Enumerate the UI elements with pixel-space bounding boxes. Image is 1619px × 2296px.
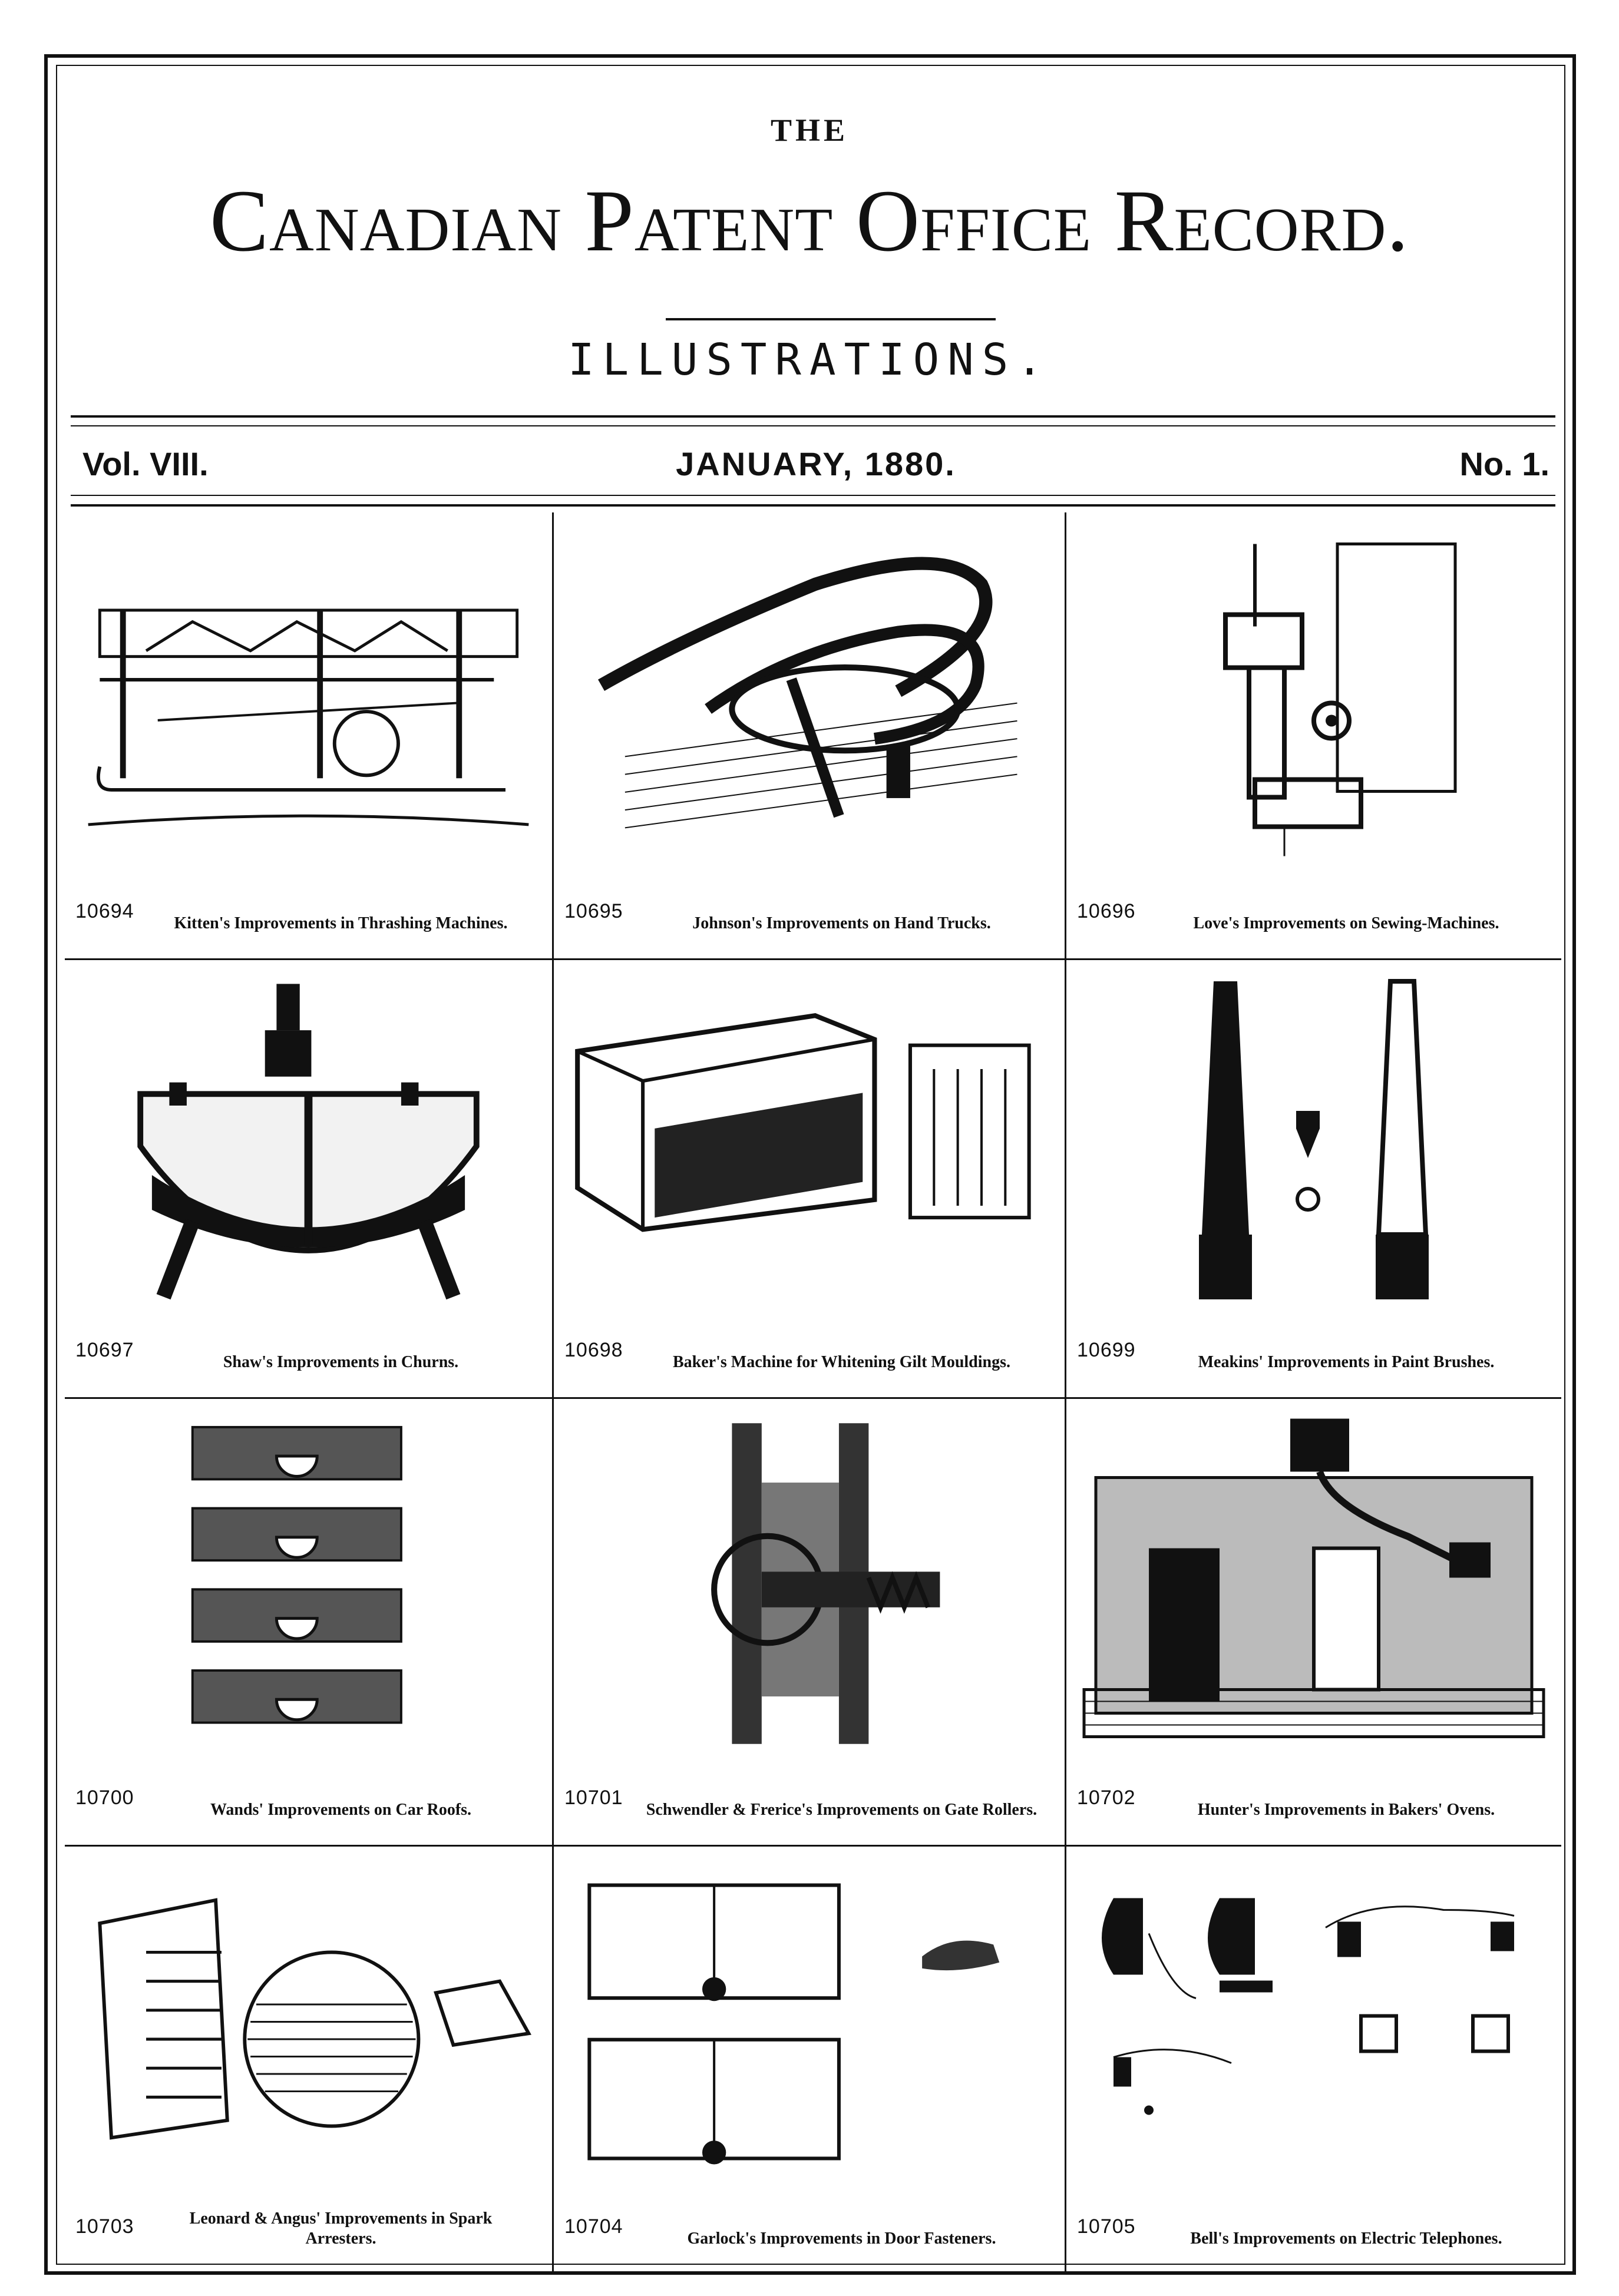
sewing-machine-illustration (1078, 524, 1549, 870)
entry-cell-10704 (554, 1847, 1066, 2274)
entry-cell-10701 (554, 1399, 1066, 1847)
churn-illustration (77, 972, 540, 1309)
whitening-machine-illustration (566, 972, 1053, 1309)
hand-truck-illustration (566, 524, 1053, 870)
patent-number: 10696 (1077, 900, 1136, 922)
patent-number: 10701 (564, 1786, 623, 1809)
patent-caption: Love's Improvements on Sewing-Machines. (1193, 914, 1499, 932)
entry-cell-10694 (65, 512, 554, 960)
masthead-rule-bottom-thin (71, 495, 1555, 496)
patent-number: 10703 (75, 2215, 134, 2238)
gate-roller-illustration (566, 1411, 1053, 1756)
entry-cell-10697 (65, 960, 554, 1399)
patent-caption: Kitten's Improvements in Thrashing Machines. (174, 914, 508, 932)
entry-cell-10700 (65, 1399, 554, 1847)
patent-caption: Wands' Improvements on Car Roofs. (210, 1801, 472, 1819)
patent-number: 10705 (1077, 2215, 1136, 2238)
patent-caption: Meakins' Improvements in Paint Brushes. (1198, 1353, 1495, 1371)
entry-cell-10698 (554, 960, 1066, 1399)
patent-number: 10698 (564, 1339, 623, 1361)
patent-caption: Bell's Improvements on Electric Telephones. (1190, 2229, 1502, 2248)
entry-cell-10705 (1066, 1847, 1561, 2274)
patent-number: 10700 (75, 1786, 134, 1809)
issue-number: No. 1. (1459, 445, 1549, 482)
paint-brushes-illustration (1078, 972, 1549, 1309)
patent-caption: Shaw's Improvements in Churns. (223, 1353, 459, 1371)
patent-number: 10704 (564, 2215, 623, 2238)
masthead-rule-top (71, 415, 1555, 418)
bakers-oven-illustration (1078, 1411, 1549, 1756)
patent-caption: Garlock's Improvements in Door Fasteners. (687, 2229, 996, 2248)
patent-number: 10697 (75, 1339, 134, 1361)
patent-number: 10694 (75, 900, 134, 922)
title-rule (666, 318, 996, 320)
issue-date: JANUARY, 1880. (676, 445, 956, 482)
car-roofs-illustration (77, 1411, 540, 1756)
patent-number: 10699 (1077, 1339, 1136, 1361)
entry-cell-10696 (1066, 512, 1561, 960)
masthead-rule-bottom (71, 504, 1555, 507)
patent-caption: Baker's Machine for Whitening Gilt Mouldings. (672, 1353, 1010, 1371)
spark-arrester-illustration (77, 1858, 540, 2185)
page-subtitle: ILLUSTRATIONS. (568, 335, 1051, 385)
patent-caption: Leonard & Angus' Improvements in Spark Arresters. (189, 2209, 493, 2248)
volume-label: Vol. VIII. (82, 445, 209, 482)
patent-number: 10702 (1077, 1786, 1136, 1809)
patent-caption: Johnson's Improvements on Hand Trucks. (692, 914, 991, 932)
entry-cell-10699 (1066, 960, 1561, 1399)
door-fastener-illustration (566, 1858, 1053, 2185)
entry-cell-10695 (554, 512, 1066, 960)
page-title: Canadian Patent Office Record. (209, 172, 1409, 270)
thrashing-machine-illustration (77, 524, 540, 870)
patent-caption: Hunter's Improvements in Bakers' Ovens. (1197, 1801, 1495, 1819)
entry-cell-10702 (1066, 1399, 1561, 1847)
patent-number: 10695 (564, 900, 623, 922)
entry-cell-10703 (65, 1847, 554, 2274)
telephone-illustration (1078, 1858, 1549, 2185)
header-the: THE (770, 113, 849, 148)
masthead (82, 445, 1549, 498)
masthead-rule-top-thin (71, 425, 1555, 426)
illustrations-grid (65, 512, 1561, 2274)
patent-caption: Schwendler & Frerice's Improvements on Gate Rollers. (646, 1801, 1038, 1819)
